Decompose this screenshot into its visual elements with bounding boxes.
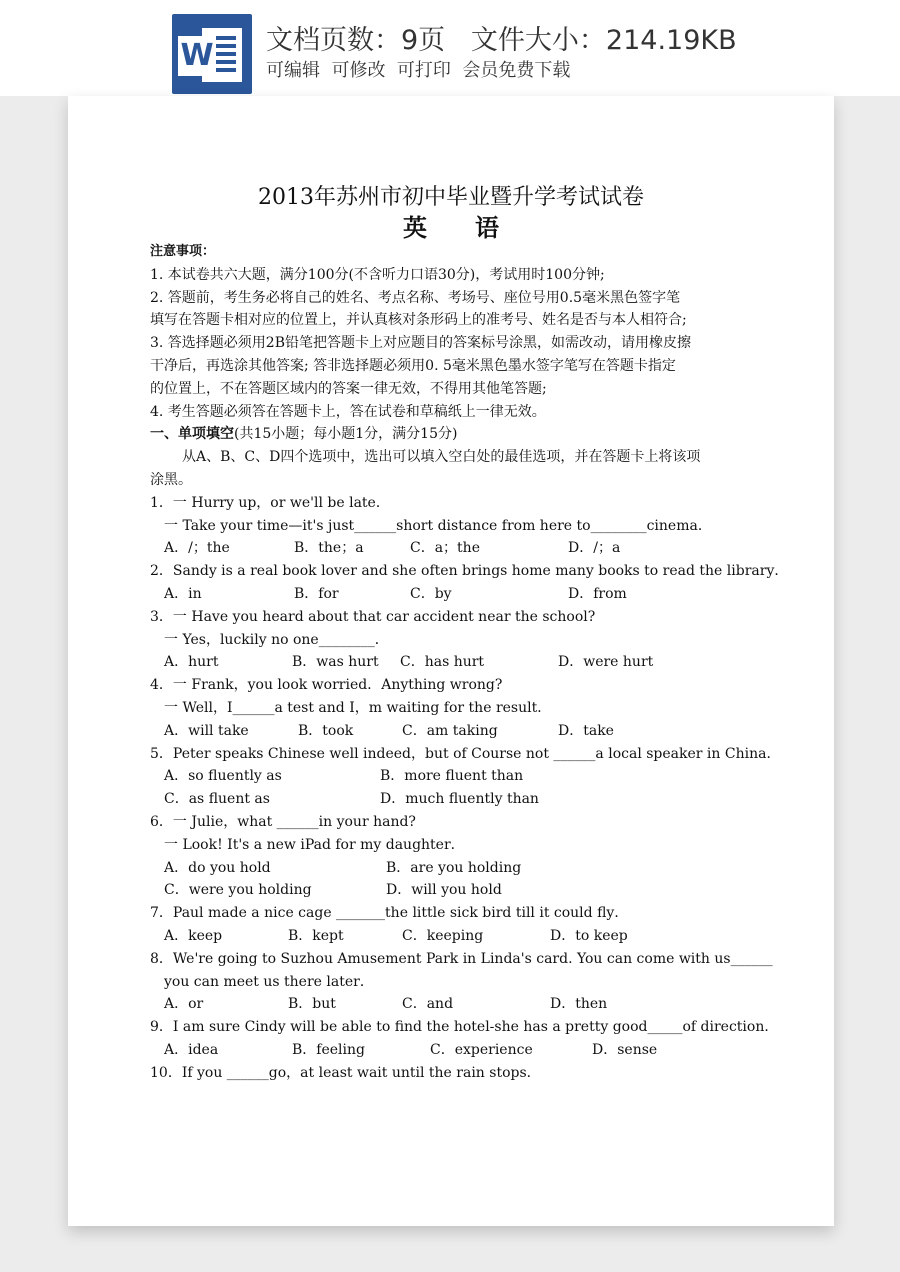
download-banner <box>0 0 900 96</box>
answer-option: B．more fluent than <box>380 768 524 785</box>
question-stem: 9．I am sure Cindy will be able to find the hotel-she has a pretty good_____of direction． <box>150 1019 779 1036</box>
answer-option: D．sense <box>592 1042 658 1058</box>
notice-line: 干净后，再选涂其他答案; 答非选择题必须用0. 5毫米黑色墨水签字笔写在答题卡指定 <box>150 358 676 374</box>
answer-option: A．idea <box>164 1042 219 1058</box>
question-stem: 8．We're going to Suzhou Amusement Park in Linda's card. You can come with us______ <box>150 950 773 967</box>
answer-option: D．/；a <box>568 540 621 557</box>
answer-option: B．the；a <box>294 540 364 557</box>
answer-option: C．am taking <box>402 722 498 739</box>
word-document-icon <box>172 14 252 94</box>
answer-option: B．feeling <box>292 1042 365 1058</box>
question-line: you can meet us there later． <box>164 973 374 990</box>
answer-option: B．was hurt <box>292 654 379 671</box>
word-logo-letter: W <box>178 36 216 76</box>
question-line: 一 Yes，luckily no one________． <box>164 631 389 648</box>
answer-option: A．so fluently as <box>164 768 282 785</box>
answer-option: A．keep <box>164 928 223 944</box>
answer-option: D．much fluently than <box>380 791 539 808</box>
instruction-line: 涂黑。 <box>150 472 192 488</box>
notice-line: 3. 答选择题必须用2B铅笔把答题卡上对应题目的答案标号涂黑，如需改动，请用橡皮擦 <box>150 335 692 352</box>
answer-option: C．a；the <box>410 540 480 557</box>
notice-line: 2. 答题前，考生务必将自己的姓名、考点名称、考场号、座位号用0.5毫米黑色签字笔 <box>150 289 681 306</box>
answer-option: B．but <box>288 996 336 1013</box>
answer-option: D．then <box>550 996 608 1013</box>
answer-option: C．as fluent as <box>164 791 270 808</box>
answer-option: B．kept <box>288 928 344 944</box>
answer-option: C．and <box>402 996 454 1013</box>
answer-option: D．from <box>568 586 627 602</box>
question-line: 一 Take your time—it's just______short distance from here to________cinema． <box>164 517 712 534</box>
answer-option: D．to keep <box>550 928 628 944</box>
answer-option: D．take <box>558 722 614 739</box>
notice-line: 填写在答题卡相对应的位置上，并认真核对条形码上的准考号、姓名是否与本人相符合; <box>150 312 687 329</box>
question-stem: 6．一 Julie，what ______in your hand? <box>150 814 416 830</box>
answer-option: A．will take <box>164 722 249 739</box>
question-stem: 5．Peter speaks Chinese well indeed，but of Course not ______a local speaker in China． <box>150 745 781 762</box>
section-note: (共15小题；每小题1分，满分15分) <box>234 426 458 443</box>
answer-option: B．are you holding <box>386 859 522 876</box>
answer-option: D．were hurt <box>558 654 654 671</box>
answer-option: A．hurt <box>164 654 219 671</box>
section-heading <box>150 424 457 444</box>
notice-heading: 注意事项： <box>150 244 216 259</box>
answer-option: D．will you hold <box>386 882 502 899</box>
answer-option: B．took <box>298 722 354 739</box>
answer-option: C．has hurt <box>400 654 485 671</box>
question-stem: 2．Sandy is a real book lover and she often brings home many books to read the library． <box>150 563 789 580</box>
file-info-title: 文档页数：9页 文件大小：214.19KB <box>266 25 737 56</box>
question-stem: 3．一 Have you heard about that car accident near the school? <box>150 608 596 625</box>
answer-option: C．keeping <box>402 928 484 944</box>
exam-subject: 英语 <box>403 213 547 242</box>
exam-title: 2013年苏州市初中毕业暨升学考试试卷 <box>258 185 644 210</box>
answer-option: C．by <box>410 586 452 602</box>
document-page <box>68 96 834 1226</box>
question-stem: 7．Paul made a nice cage _______the little sick bird till it could fly． <box>150 905 629 922</box>
question-line: 一 Look! It's a new iPad for my daughter． <box>164 836 465 853</box>
answer-option: C．experience <box>430 1042 533 1058</box>
notice-line: 1. 本试卷共六大题，满分100分(不含听力口语30分)，考试用时100分钟; <box>150 266 605 283</box>
notice-line: 的位置上，不在答题区域内的答案一律无效，不得用其他笔答题; <box>150 380 547 397</box>
instruction-line: 从A、B、C、D四个选项中，选出可以填入空白处的最佳选项，并在答题卡上将该项 <box>182 449 701 466</box>
question-stem: 1．一 Hurry up，or we'll be late． <box>150 494 390 511</box>
question-stem: 4．一 Frank，you look worried．Anything wrong? <box>150 677 503 694</box>
answer-option: B．for <box>294 586 339 602</box>
notice-line: 4. 考生答题必须答在答题卡上，答在试卷和草稿纸上一律无效。 <box>150 403 546 420</box>
answer-option: A．do you hold <box>164 859 271 876</box>
answer-option: A．or <box>164 996 204 1013</box>
section-title: 一、单项填空 <box>150 426 234 443</box>
answer-option: A．/；the <box>164 540 230 557</box>
answer-option: C．were you holding <box>164 882 312 899</box>
question-stem: 10．If you ______go，at least wait until the rain stops． <box>150 1064 541 1081</box>
question-line: 一 Well，I______a test and I，m waiting for the result． <box>164 700 552 716</box>
answer-option: A．in <box>164 586 202 602</box>
file-features: 可编辑 可修改 可打印 会员免费下载 <box>266 60 571 81</box>
